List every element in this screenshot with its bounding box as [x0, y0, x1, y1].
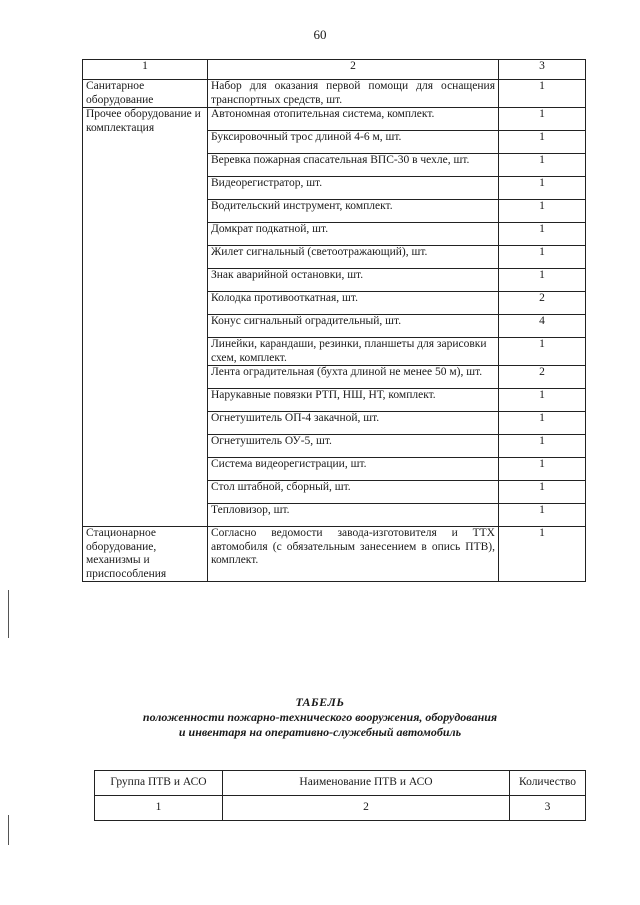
- table-row: [83, 80, 586, 108]
- scan-margin-mark: [8, 590, 9, 638]
- scan-margin-mark: [8, 815, 9, 845]
- item-name: Буксировочный трос длиной 4-6 м, шт.: [208, 131, 499, 154]
- item-name: Видеорегистратор, шт.: [208, 177, 499, 200]
- item-name: Огнетушитель ОП-4 закачной, шт.: [208, 412, 499, 435]
- item-quantity: 1: [499, 108, 586, 131]
- item-name: Автономная отопительная система, комплект.: [208, 108, 499, 131]
- item-name: Лента оградительная (бухта длиной не менее 50 м), шт.: [208, 366, 499, 389]
- column-number: 3: [510, 796, 586, 821]
- item-name: Конус сигнальный оградительный, шт.: [208, 315, 499, 338]
- item-quantity: 1: [499, 338, 586, 366]
- item-name: Веревка пожарная спасательная ВПС-30 в чехле, шт.: [208, 154, 499, 177]
- item-name: Домкрат подкатной, шт.: [208, 223, 499, 246]
- table-row: [83, 527, 586, 582]
- item-name: Жилет сигнальный (светоотражающий), шт.: [208, 246, 499, 269]
- column-header: Наименование ПТВ и АСО: [223, 771, 510, 796]
- item-quantity: 2: [499, 366, 586, 389]
- item-quantity: 1: [499, 504, 586, 527]
- item-quantity: 1: [499, 131, 586, 154]
- second-table-header-row: [95, 771, 586, 796]
- table-row: [83, 108, 586, 131]
- item-name: Нарукавные повязки РТП, НШ, НТ, комплект.: [208, 389, 499, 412]
- item-quantity: 1: [499, 458, 586, 481]
- page-number: 60: [313, 27, 327, 42]
- item-name: Колодка противооткатная, шт.: [208, 292, 499, 315]
- item-quantity: 1: [499, 269, 586, 292]
- item-quantity: 1: [499, 177, 586, 200]
- group-name: Прочее оборудование и комплектация: [83, 108, 208, 527]
- column-number: 1: [83, 60, 208, 80]
- item-quantity: 1: [499, 246, 586, 269]
- group-name: Санитарное оборудование: [83, 80, 208, 108]
- second-table: [94, 770, 586, 821]
- item-quantity: 1: [499, 527, 586, 582]
- item-name: Огнетушитель ОУ-5, шт.: [208, 435, 499, 458]
- item-name: Водительский инструмент, комплект.: [208, 200, 499, 223]
- column-header: Группа ПТВ и АСО: [95, 771, 223, 796]
- item-quantity: 1: [499, 154, 586, 177]
- item-quantity: 1: [499, 389, 586, 412]
- item-quantity: 1: [499, 200, 586, 223]
- item-name: Линейки, карандаши, резинки, планшеты для зарисовки схем, комплект.: [208, 338, 499, 366]
- item-quantity: 1: [499, 223, 586, 246]
- item-name: Тепловизор, шт.: [208, 504, 499, 527]
- item-name: Согласно ведомости завода-изготовителя и ТТХ автомобиля (с обязательным занесением в опись ПТВ), комплект.: [208, 527, 499, 582]
- item-quantity: 1: [499, 80, 586, 108]
- second-table-number-row: [95, 796, 586, 821]
- item-name: Стол штабной, сборный, шт.: [208, 481, 499, 504]
- item-name: Набор для оказания первой помощи для оснащения транспортных средств, шт.: [208, 80, 499, 108]
- group-name: Стационарное оборудование, механизмы и приспособления: [83, 527, 208, 582]
- item-quantity: 2: [499, 292, 586, 315]
- column-number: 1: [95, 796, 223, 821]
- column-header: Количество: [510, 771, 586, 796]
- item-name: Знак аварийной остановки, шт.: [208, 269, 499, 292]
- column-number: 3: [499, 60, 586, 80]
- item-name: Система видеорегистрации, шт.: [208, 458, 499, 481]
- document-subtitle-line: и инвентаря на оперативно-служебный автомобиль: [178, 725, 462, 739]
- document-title: ТАБЕЛЬ: [295, 695, 345, 709]
- item-quantity: 1: [499, 481, 586, 504]
- item-quantity: 1: [499, 435, 586, 458]
- equipment-table: [82, 59, 586, 582]
- document-subtitle-line: положенности пожарно-технического вооружения, оборудования: [142, 710, 498, 724]
- column-number: 2: [208, 60, 499, 80]
- item-quantity: 4: [499, 315, 586, 338]
- column-number-row: [83, 60, 586, 80]
- column-number: 2: [223, 796, 510, 821]
- item-quantity: 1: [499, 412, 586, 435]
